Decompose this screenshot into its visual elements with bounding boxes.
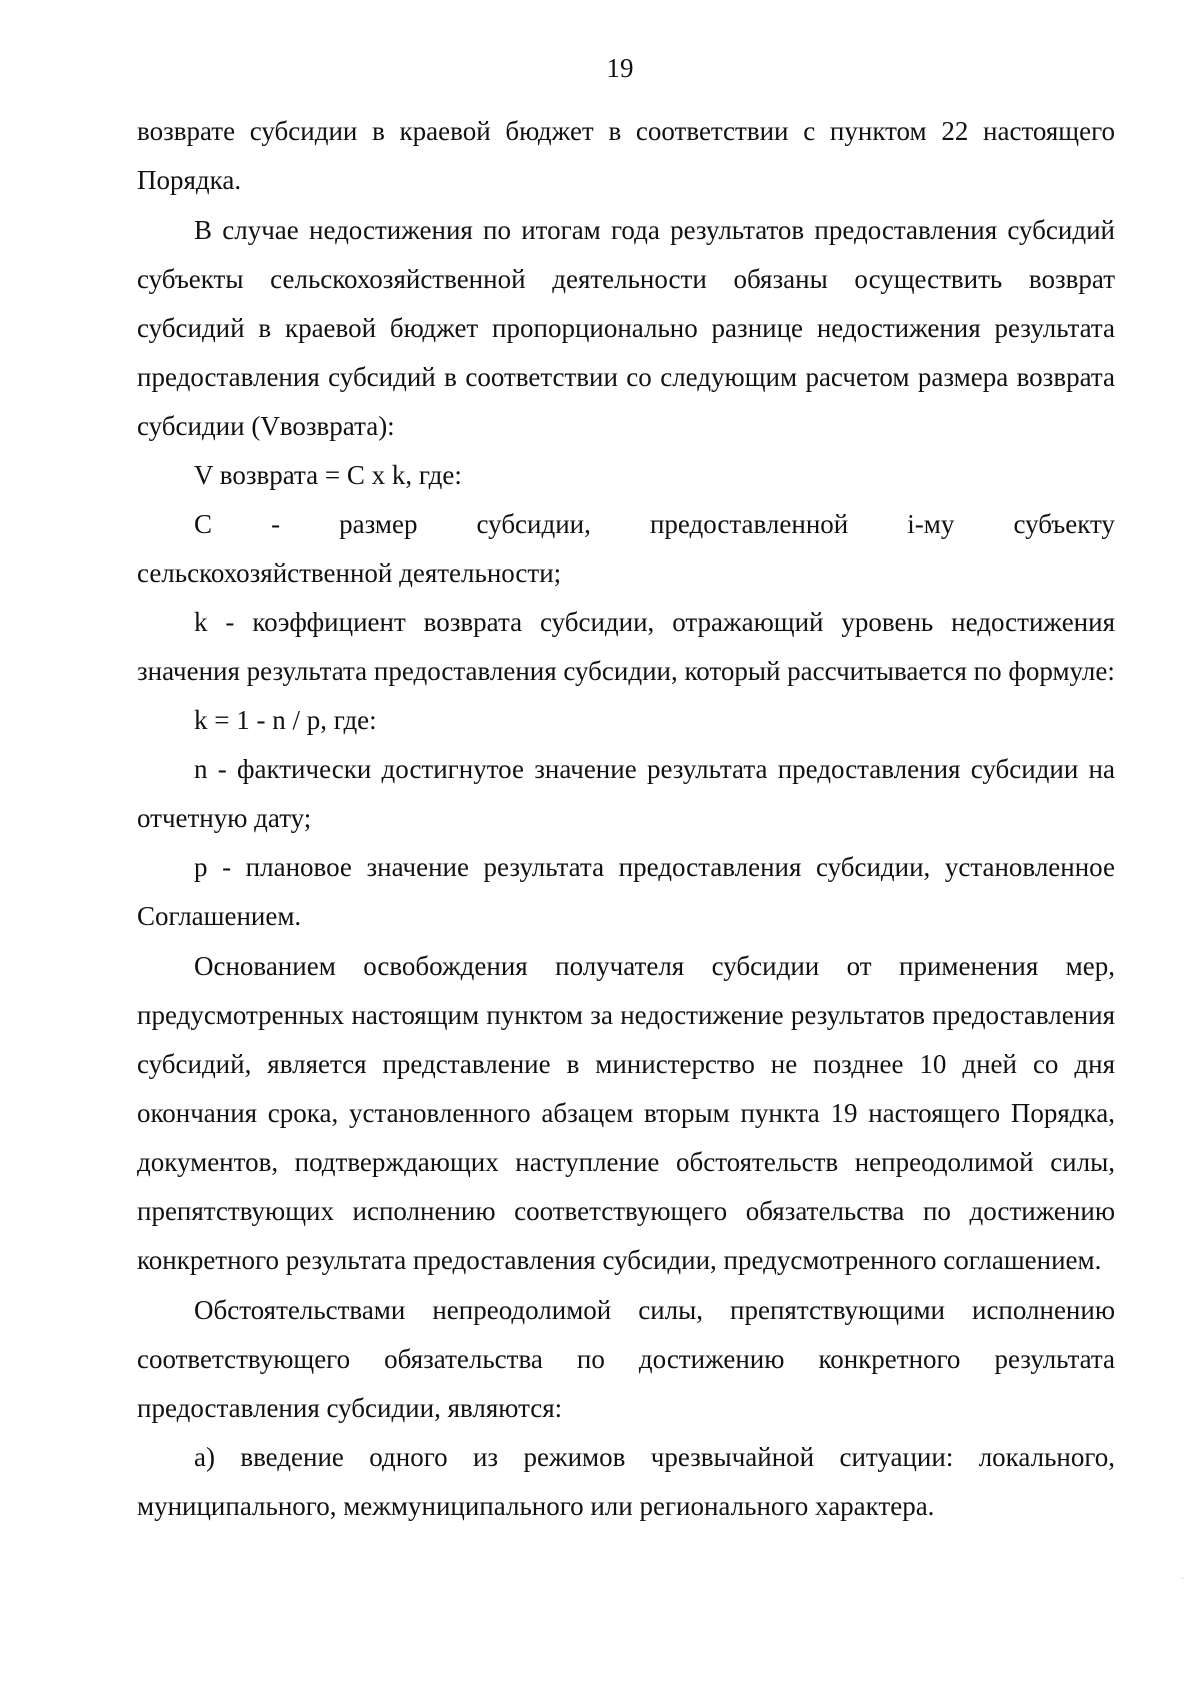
- paragraph-release-basis: Основанием освобождения получателя субсидии от применения мер, предусмотренных настоящим пунктом за недостижение результатов предоставления субсидий, является представление в министерство не позднее 10 дней со дня окончания срока, установленного абзацем вторым пункта 19 настоящего Порядка, документов, подтверждающих наступление обстоятельств непреодолимой силы, препятствующих исполнению соответствующего обязательства по достижению конкретного результата предоставления субсидии, предусмотренного соглашением.: [137, 951, 1115, 1275]
- definition-c-word: субъекту: [1013, 509, 1115, 539]
- paragraph-force-majeure: Обстоятельствами непреодолимой силы, препятствующими исполнению соответствующего обязательства по достижению конкретного результата предоставления субсидии, являются:: [137, 1295, 1115, 1423]
- definition-c-line: [137, 500, 1115, 549]
- definition-c-word: субсидии,: [476, 509, 591, 539]
- paragraph-continuation: возврате субсидии в краевой бюджет в соответствии с пунктом 22 настоящего Порядка.: [137, 116, 1115, 195]
- definition-c-dash: -: [271, 509, 281, 539]
- paragraph-item-a: а) введение одного из режимов чрезвычайной ситуации: локального, муниципального, межмуниципального или регионального характера.: [137, 1442, 1115, 1521]
- definition-p: р - плановое значение результата предоставления субсидии, установленное Соглашением.: [137, 852, 1115, 931]
- definition-k: k - коэффициент возврата субсидии, отражающий уровень недостижения значения результата предоставления субсидии, который рассчитывается по формуле:: [137, 607, 1115, 686]
- formula-v-return: V возврата = С х k, где:: [194, 460, 462, 490]
- page-number: 19: [606, 53, 634, 83]
- definition-n: n - фактически достигнутое значение результата предоставления субсидии на отчетную дату;: [137, 754, 1115, 833]
- definition-c-symbol: С: [194, 509, 213, 539]
- margin-mark: ·: [1181, 1574, 1185, 1585]
- formula-k: k = 1 - n / p, где:: [194, 705, 377, 735]
- definition-c-word: i-му: [907, 509, 955, 539]
- paragraph-nonachievement: В случае недостижения по итогам года результатов предоставления субсидий субъекты сельскохозяйственной деятельности обязаны осуществить возврат субсидий в краевой бюджет пропорционально разнице недостижения результата предоставления субсидий в соответствии со следующим расчетом размера возврата субсидии (Vвозврата):: [137, 215, 1115, 441]
- definition-c-word: предоставленной: [649, 509, 849, 539]
- document-body: [137, 107, 1115, 1531]
- definition-c-tail: сельскохозяйственной деятельности;: [137, 558, 562, 588]
- definition-c-word: размер: [339, 509, 418, 539]
